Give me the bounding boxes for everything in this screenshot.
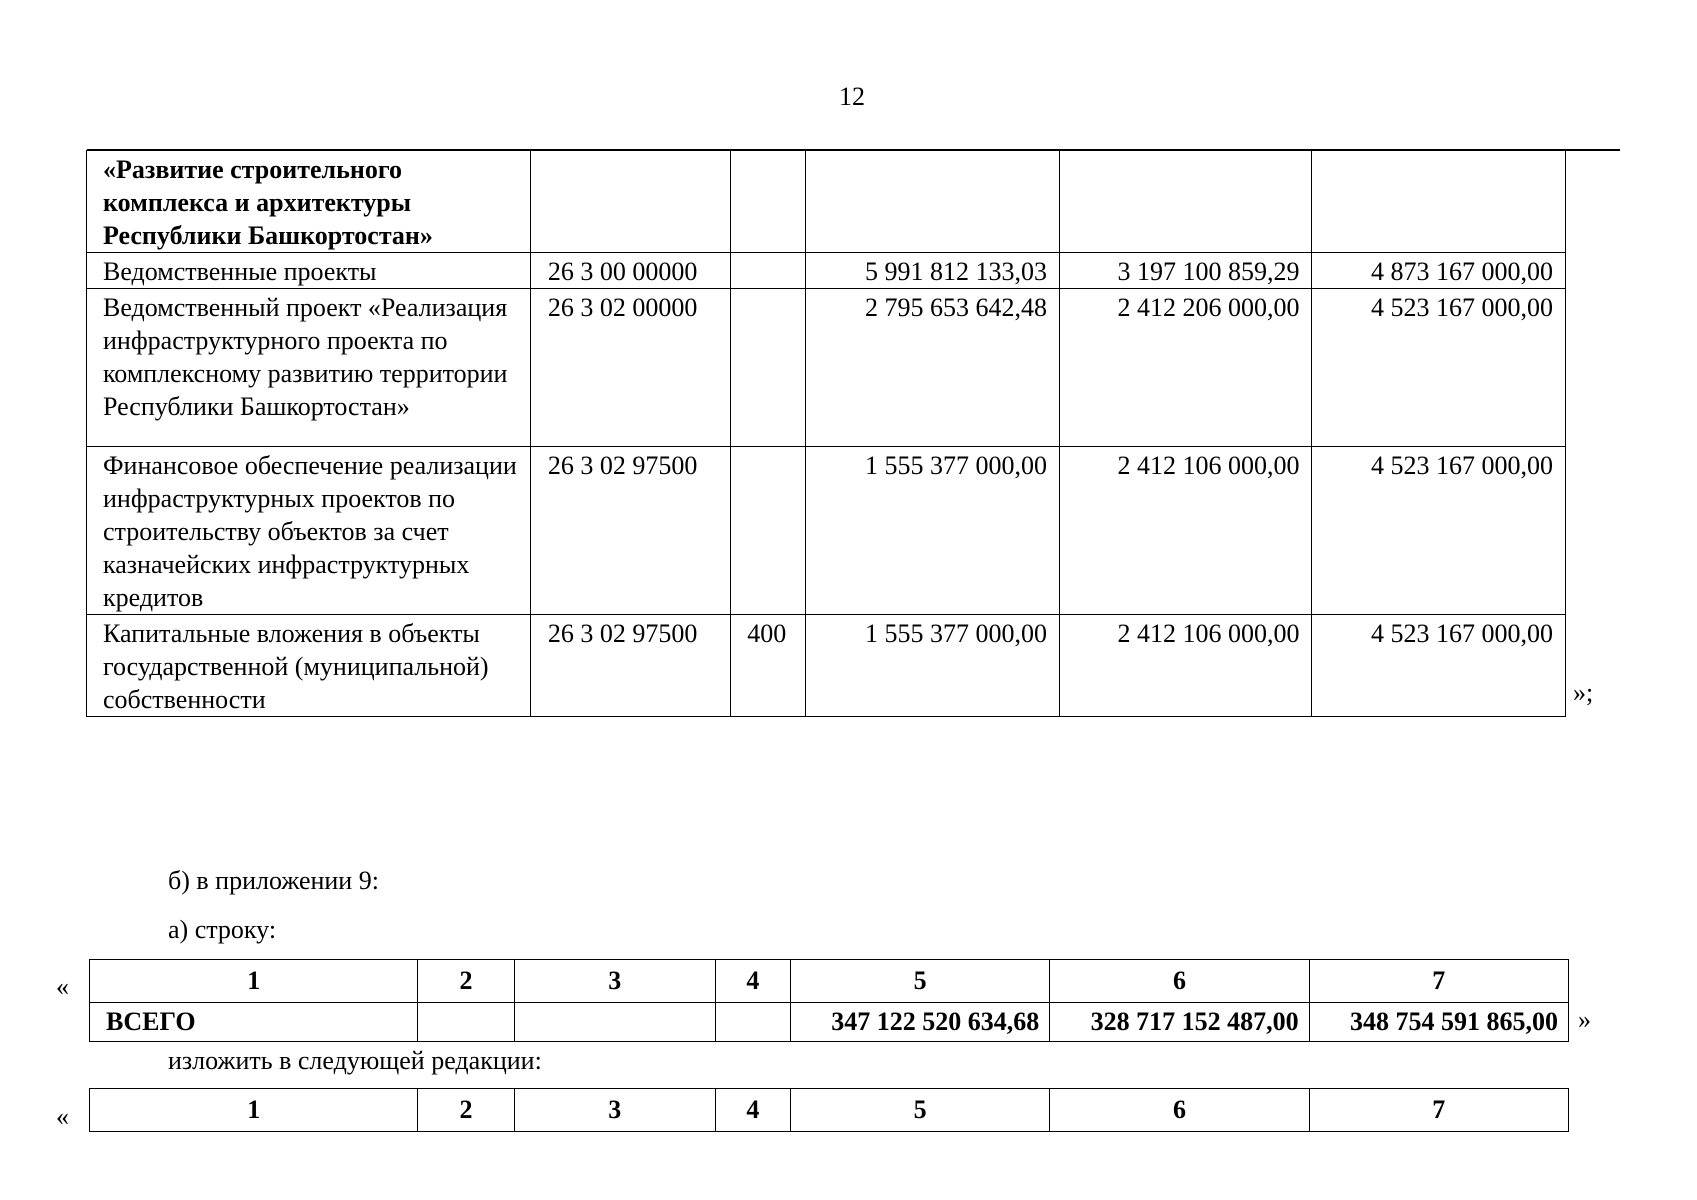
column-number-cell: 1: [90, 1089, 418, 1132]
column-number-cell: 4: [715, 960, 790, 1003]
column-number-cell: 4: [715, 1089, 790, 1132]
year1-amount-cell: [806, 151, 1060, 253]
column-number-cell: 3: [514, 960, 715, 1003]
expense-type-cell: [731, 447, 806, 615]
name-cell: Капитальные вложения в объекты государственной (муниципальной) собственности: [87, 615, 531, 717]
code-cell: [530, 151, 730, 253]
column-number-cell: 2: [418, 1089, 514, 1132]
total-row: [90, 1003, 1569, 1042]
year2-amount-cell: 3 197 100 859,29: [1059, 253, 1312, 289]
year2-amount-cell: 2 412 106 000,00: [1059, 615, 1312, 717]
column-number-cell: 2: [418, 960, 514, 1003]
new-row-table: [89, 1088, 1569, 1132]
budget-table: [86, 150, 1566, 717]
table-row: [87, 253, 1566, 289]
paragraph-a: а) строку:: [168, 915, 277, 944]
year2-amount-cell: 2 412 106 000,00: [1059, 447, 1312, 615]
old-row-table: [89, 959, 1569, 1042]
expense-type-cell: [731, 151, 806, 253]
open-quote-1: «: [56, 972, 69, 1001]
code-cell: [418, 1003, 514, 1042]
paragraph-b: б) в приложении 9:: [168, 866, 379, 895]
expense-type-cell: [731, 253, 806, 289]
year3-amount-cell: 348 754 591 865,00: [1309, 1003, 1568, 1042]
code-cell: [514, 1003, 715, 1042]
expense-type-cell: [731, 289, 806, 447]
table-row: [87, 447, 1566, 615]
year1-amount-cell: 2 795 653 642,48: [806, 289, 1060, 447]
page-number: 12: [839, 82, 865, 111]
name-cell: Ведомственный проект «Реализация инфраструктурного проекта по комплексному развитию территории Республики Башкортостан»: [87, 289, 531, 447]
column-number-cell: 1: [90, 960, 418, 1003]
year3-amount-cell: [1312, 151, 1566, 253]
year3-amount-cell: 4 523 167 000,00: [1312, 615, 1566, 717]
header-row: [90, 960, 1569, 1003]
year2-amount-cell: 2 412 206 000,00: [1059, 289, 1312, 447]
column-number-cell: 3: [514, 1089, 715, 1132]
year1-amount-cell: 347 122 520 634,68: [790, 1003, 1049, 1042]
column-number-cell: 5: [790, 960, 1049, 1003]
year2-amount-cell: [1059, 151, 1312, 253]
year3-amount-cell: 4 523 167 000,00: [1312, 447, 1566, 615]
table-row: [87, 615, 1566, 717]
year3-amount-cell: 4 523 167 000,00: [1312, 289, 1566, 447]
expense-type-cell: 400: [731, 615, 806, 717]
code-cell: 26 3 02 00000: [530, 289, 730, 447]
table-row: [87, 151, 1566, 253]
name-cell: «Развитие строительного комплекса и архитектуры Республики Башкортостан»: [87, 151, 531, 253]
name-cell: Финансовое обеспечение реализации инфраструктурных проектов по строительству объектов за счет казначейских инфраструктурных кредитов: [87, 447, 531, 615]
year1-amount-cell: 1 555 377 000,00: [806, 615, 1060, 717]
year3-amount-cell: 4 873 167 000,00: [1312, 253, 1566, 289]
code-cell: 26 3 00 00000: [530, 253, 730, 289]
year1-amount-cell: 1 555 377 000,00: [806, 447, 1060, 615]
code-cell: 26 3 02 97500: [530, 447, 730, 615]
code-cell: [715, 1003, 790, 1042]
column-number-cell: 7: [1309, 960, 1568, 1003]
closing-quote: »;: [1573, 678, 1594, 707]
open-quote-2: «: [56, 1102, 69, 1131]
column-number-cell: 6: [1050, 960, 1309, 1003]
column-number-cell: 7: [1309, 1089, 1568, 1132]
paragraph-edit: изложить в следующей редакции:: [168, 1046, 542, 1075]
close-quote-1: »: [1578, 1005, 1591, 1034]
column-number-cell: 5: [790, 1089, 1049, 1132]
total-label-cell: ВСЕГО: [90, 1003, 418, 1042]
code-cell: 26 3 02 97500: [530, 615, 730, 717]
name-cell: Ведомственные проекты: [87, 253, 531, 289]
column-number-cell: 6: [1050, 1089, 1309, 1132]
year2-amount-cell: 328 717 152 487,00: [1050, 1003, 1309, 1042]
year1-amount-cell: 5 991 812 133,03: [806, 253, 1060, 289]
table-row: [87, 289, 1566, 447]
header-row: [90, 1089, 1569, 1132]
